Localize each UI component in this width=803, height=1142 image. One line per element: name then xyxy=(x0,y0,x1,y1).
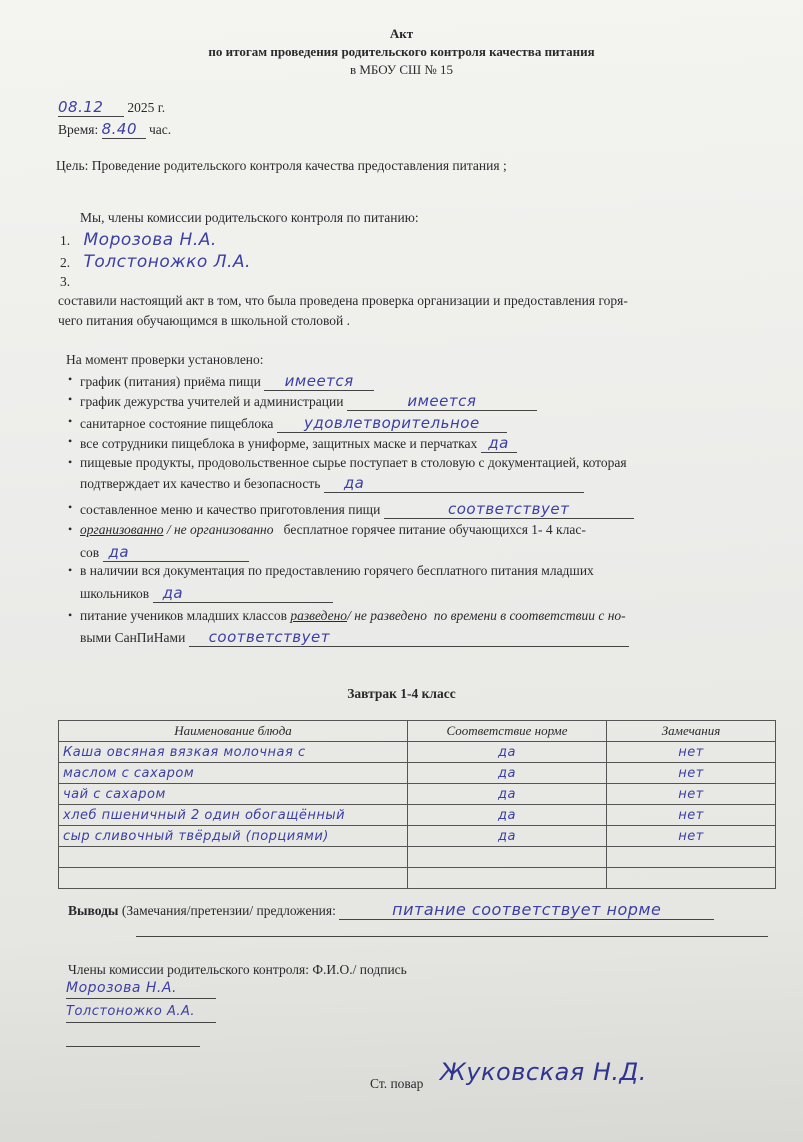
member-3-num: 3. xyxy=(60,274,71,289)
finding-4-label: все сотрудники пищеблока в униформе, защитных маске и перчатках xyxy=(80,436,478,451)
finding-5-label: • пищевые продукты, продовольственное сырье поступает в столовую с документацией, которая xyxy=(80,455,627,470)
members-intro: Мы, члены комиссии родительского контроля по питанию: xyxy=(80,210,419,225)
remarks-cell xyxy=(607,847,776,868)
dish-cell xyxy=(59,847,408,868)
cook-signature: Жуковская Н.Д. xyxy=(440,1058,647,1086)
conclusions-line xyxy=(68,900,714,920)
finding-9-option-not-separated: / не разведено по времени в соответствии с но- xyxy=(347,608,626,623)
dish-cell: хлеб пшеничный 2 один обогащённый xyxy=(59,805,408,826)
norm-cell xyxy=(408,847,607,868)
dish-cell: Каша овсяная вязкая молочная с xyxy=(59,742,408,763)
remarks-cell xyxy=(607,868,776,889)
school-name: в МБОУ СШ № 15 xyxy=(349,62,454,77)
remarks-cell: нет xyxy=(607,742,776,763)
statement-line-2: чего питания обучающимся в школьной столовой . xyxy=(58,313,350,328)
table-row xyxy=(59,826,776,847)
finding-3-label: санитарное состояние пищеблока xyxy=(80,416,274,431)
finding-9-label-2: выми СанПиНами xyxy=(80,630,186,645)
finding-9-label: питание учеников младших классов xyxy=(80,608,291,623)
breakfast-table xyxy=(58,720,776,889)
member-3 xyxy=(60,274,70,290)
norm-cell xyxy=(408,868,607,889)
norm-cell: да xyxy=(408,784,607,805)
finding-2-label: график дежурства учителей и администрации xyxy=(80,394,344,409)
time-handwritten: 8.40 xyxy=(102,120,146,139)
remarks-cell: нет xyxy=(607,826,776,847)
table-row xyxy=(59,784,776,805)
signature-2-name: Толстоножко А.А. xyxy=(66,1004,216,1023)
statement-line-1: составили настоящий акт в том, что была проведена проверка организации и предоставления горя- xyxy=(58,293,628,308)
finding-8-label-2: школьников xyxy=(80,586,150,601)
finding-1-label: график (питания) приёма пищи xyxy=(80,374,261,389)
finding-9-option-separated: разведено xyxy=(290,608,348,623)
column-header-norm: Соответствие норме xyxy=(408,721,607,742)
finding-8 xyxy=(80,563,770,603)
member-2-num: 2. xyxy=(60,255,71,270)
dish-cell: маслом с сахаром xyxy=(59,763,408,784)
conclusions-extra-line xyxy=(136,936,768,937)
member-1 xyxy=(60,230,217,250)
member-2 xyxy=(60,252,251,272)
finding-6-label: составленное меню и качество приготовления пищи xyxy=(80,502,381,517)
finding-7-answer: да xyxy=(103,543,249,562)
conclusions-label: Выводы xyxy=(68,903,119,918)
finding-5-answer: да xyxy=(324,474,584,493)
member-2-name: Толстоножко Л.А. xyxy=(83,252,251,272)
cook-label: Ст. повар xyxy=(370,1076,424,1091)
remarks-cell: нет xyxy=(607,763,776,784)
signature-1 xyxy=(66,980,216,999)
column-header-remarks: Замечания xyxy=(607,721,776,742)
date-handwritten: 08.12 xyxy=(58,98,124,117)
date-year: 2025 г. xyxy=(127,100,166,115)
table-row xyxy=(59,847,776,868)
finding-3-answer: удовлетворительное xyxy=(277,414,507,433)
time-label: Время: xyxy=(58,122,99,137)
finding-2 xyxy=(80,392,537,411)
dish-cell: чай с сахаром xyxy=(59,784,408,805)
finding-5 xyxy=(80,455,770,493)
finding-6-answer: соответствует xyxy=(384,500,634,519)
finding-7-label: бесплатное горячее питание обучающихся 1- 4 клас- xyxy=(273,522,586,537)
norm-cell: да xyxy=(408,742,607,763)
time-line xyxy=(58,120,171,139)
table-row xyxy=(59,868,776,889)
finding-9 xyxy=(80,608,770,647)
member-1-num: 1. xyxy=(60,233,71,248)
dish-cell: сыр сливочный твёрдый (порциями) xyxy=(59,826,408,847)
finding-5-label-2: подтверждает их качество и безопасность xyxy=(80,476,321,491)
finding-7-option-not-organized: / не организованно xyxy=(163,522,274,537)
finding-4 xyxy=(80,434,517,453)
finding-7-label-2: сов xyxy=(80,545,100,560)
dish-cell xyxy=(59,868,408,889)
finding-1-answer: имеется xyxy=(264,372,374,391)
signature-2 xyxy=(66,1004,216,1023)
finding-4-answer: да xyxy=(481,434,517,453)
table-row xyxy=(59,742,776,763)
norm-cell: да xyxy=(408,826,607,847)
finding-7 xyxy=(80,522,770,562)
table-row xyxy=(59,763,776,784)
finding-8-label: • в наличии вся документация по предоставлению горячего бесплатного питания младших xyxy=(80,563,594,578)
conclusions-answer: питание соответствует норме xyxy=(339,900,714,920)
table-header-row xyxy=(59,721,776,742)
norm-cell: да xyxy=(408,763,607,784)
member-1-name: Морозова Н.А. xyxy=(83,230,217,250)
finding-8-answer: да xyxy=(153,584,333,603)
findings-heading: На момент проверки установлено: xyxy=(66,352,264,367)
finding-6 xyxy=(80,500,634,519)
remarks-cell: нет xyxy=(607,784,776,805)
act-subtitle: по итогам проведения родительского контроля качества питания xyxy=(208,44,595,59)
remarks-cell: нет xyxy=(607,805,776,826)
time-suffix: час. xyxy=(149,122,172,137)
goal-text: Цель: Проведение родительского контроля качества предоставления питания ; xyxy=(56,158,507,173)
signature-3-line xyxy=(66,1046,200,1047)
table-row xyxy=(59,805,776,826)
signatures-heading: Члены комиссии родительского контроля: Ф.И.О./ подпись xyxy=(68,962,407,977)
finding-7-option-organized: организованно xyxy=(80,522,164,537)
signature-1-name: Морозова Н.А. xyxy=(66,980,216,999)
finding-2-answer: имеется xyxy=(347,392,537,411)
column-header-dish: Наименование блюда xyxy=(59,721,408,742)
conclusions-label-rest: (Замечания/претензии/ предложения: xyxy=(118,903,336,918)
finding-9-answer: соответствует xyxy=(189,628,629,647)
finding-1 xyxy=(80,372,374,391)
norm-cell: да xyxy=(408,805,607,826)
finding-3 xyxy=(80,414,507,433)
date-line xyxy=(58,98,165,117)
breakfast-title: Завтрак 1-4 класс xyxy=(347,686,456,701)
act-title: Акт xyxy=(389,26,414,41)
